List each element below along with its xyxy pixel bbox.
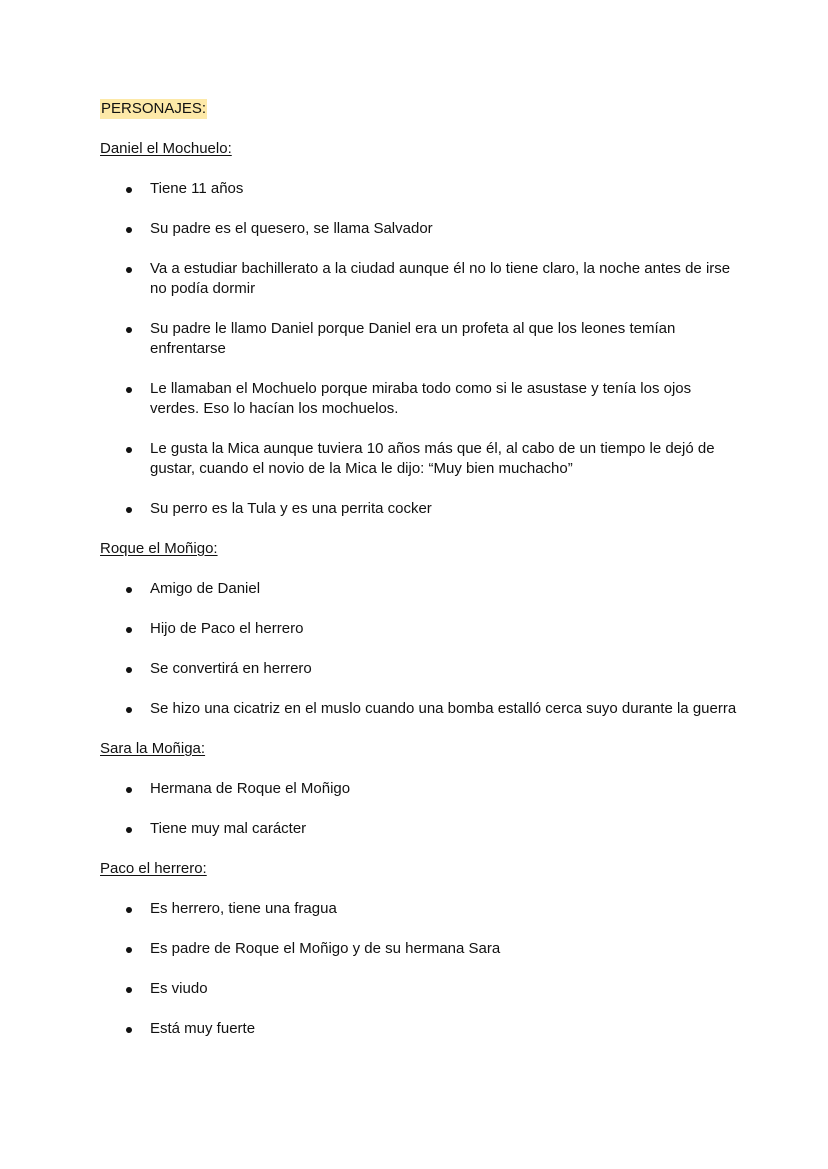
bullet-icon (126, 327, 132, 333)
list-item (100, 319, 740, 359)
list-item (100, 1019, 740, 1039)
section-daniel (100, 139, 740, 519)
list-item (100, 819, 740, 839)
bullet-list (100, 899, 740, 1039)
bullet-icon (126, 187, 132, 193)
bullet-list (100, 179, 740, 519)
section-paco (100, 859, 740, 1039)
list-item (100, 979, 740, 999)
section-heading: Paco el herrero: (100, 860, 207, 877)
list-item-text: Hijo de Paco el herrero (150, 620, 304, 637)
list-item (100, 379, 740, 419)
list-item (100, 439, 740, 479)
bullet-icon (126, 947, 132, 953)
list-item (100, 619, 740, 639)
list-item (100, 499, 740, 519)
bullet-icon (126, 267, 132, 273)
list-item (100, 779, 740, 799)
bullet-icon (126, 827, 132, 833)
list-item-text: Le llamaban el Mochuelo porque miraba todo como si le asustase y tenía los ojos verdes. Eso lo hacían los mochuelos. (150, 380, 692, 417)
list-item-text: Tiene 11 años (150, 180, 244, 197)
bullet-icon (126, 707, 132, 713)
list-item-text: Amigo de Daniel (150, 580, 261, 597)
list-item-text: Es viudo (150, 980, 208, 997)
list-item-text: Se convertirá en herrero (150, 660, 312, 677)
list-item (100, 899, 740, 919)
bullet-list (100, 779, 740, 839)
document-page (100, 99, 740, 1059)
section-heading: Roque el Moñigo: (100, 540, 218, 557)
list-item-text: Hermana de Roque el Moñigo (150, 780, 351, 797)
list-item (100, 699, 740, 719)
list-item-text: Se hizo una cicatriz en el muslo cuando una bomba estalló cerca suyo durante la guerra (150, 700, 737, 717)
list-item-text: Es padre de Roque el Moñigo y de su hermana Sara (150, 940, 501, 957)
list-item (100, 219, 740, 239)
list-item (100, 259, 740, 299)
bullet-icon (126, 1027, 132, 1033)
list-item (100, 939, 740, 959)
list-item-text: Le gusta la Mica aunque tuviera 10 años más que él, al cabo de un tiempo le dejó de gustar, cuando el novio de la Mica le dijo: “Muy bien muchacho” (150, 440, 715, 477)
bullet-icon (126, 627, 132, 633)
bullet-icon (126, 387, 132, 393)
list-item (100, 179, 740, 199)
bullet-icon (126, 907, 132, 913)
bullet-icon (126, 447, 132, 453)
section-heading: Daniel el Mochuelo: (100, 140, 232, 157)
bullet-icon (126, 587, 132, 593)
section-heading: Sara la Moñiga: (100, 740, 206, 757)
list-item-text: Tiene muy mal carácter (150, 820, 307, 837)
bullet-icon (126, 787, 132, 793)
list-item-text: Su padre le llamo Daniel porque Daniel era un profeta al que los leones temían enfrentarse (150, 320, 676, 357)
bullet-icon (126, 987, 132, 993)
section-sara (100, 739, 740, 839)
bullet-icon (126, 227, 132, 233)
list-item-text: Está muy fuerte (150, 1020, 256, 1037)
list-item-text: Su perro es la Tula y es una perrita cocker (150, 500, 432, 517)
section-roque (100, 539, 740, 719)
list-item (100, 659, 740, 679)
bullet-icon (126, 667, 132, 673)
list-item-text: Va a estudiar bachillerato a la ciudad aunque él no lo tiene claro, la noche antes de irse no podía dormir (150, 260, 731, 297)
list-item-text: Es herrero, tiene una fragua (150, 900, 337, 917)
list-item-text: Su padre es el quesero, se llama Salvador (150, 220, 433, 237)
document-title: PERSONAJES: (101, 100, 207, 117)
bullet-icon (126, 507, 132, 513)
bullet-list (100, 579, 740, 719)
list-item (100, 579, 740, 599)
